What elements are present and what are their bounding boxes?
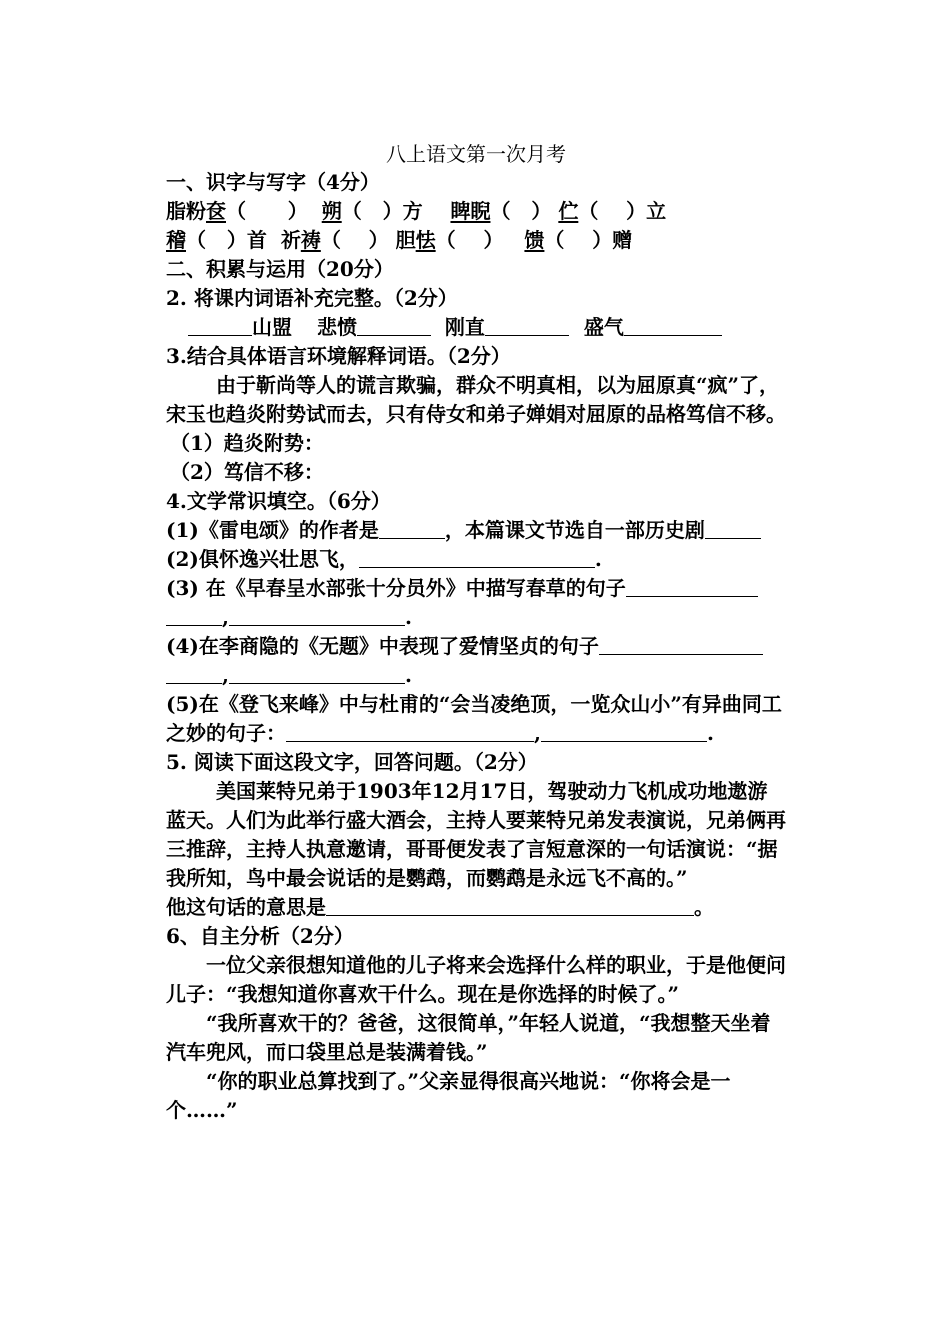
pinyin-row-2 [166,226,786,255]
answer-blank[interactable] [229,605,405,626]
answer-blank[interactable] [166,605,222,626]
word-item: 胆怯（ ） [395,228,504,252]
question-5-answer: 他这句话的意思是 。 [166,895,714,919]
answer-blank[interactable] [705,518,761,539]
answer-blank[interactable] [624,315,722,336]
answer-blank[interactable] [626,576,758,597]
word-item: 睥睨（ ） [450,199,552,223]
answer-blank[interactable] [166,663,222,684]
question-6-paragraph-2: “我所喜欢干的？爸爸，这很简单，”年轻人说道，“我想整天坐着汽车兜风，而口袋里总是装满着钱。” [166,1011,771,1064]
answer-blank[interactable] [599,634,763,655]
question-4-item-2: (2)俱怀逸兴壮思飞， . [166,547,602,571]
answer-blank[interactable] [357,315,431,336]
answer-blank[interactable] [286,721,534,742]
answer-blank[interactable] [541,721,707,742]
question-4-item-5: (5)在《登飞来峰》中与杜甫的“会当凌绝顶，一览众山小”有异曲同工之妙的句子： , . [166,692,782,745]
question-4-item-4-cont: , . [166,661,786,690]
question-5-stem: 5. 阅读下面这段文字，回答问题。（2分） [166,750,538,774]
question-4-item-4: (4)在李商隐的《无题》中表现了爱情坚贞的句子 [166,632,786,661]
question-2-items: 山盟 悲愤 刚直 盛气 [166,313,786,342]
question-3-sub-1: （1）趋炎附势： [170,431,324,455]
question-6-paragraph-3: “你的职业总算找到了。”父亲显得很高兴地说：“你将会是一个……” [166,1069,731,1122]
question-4-item-3-cont: , . [166,603,786,632]
answer-blank[interactable] [379,518,445,539]
word-item: 祈祷（ ） [280,228,389,252]
section-2-heading: 二、积累与运用（20分） [166,257,394,281]
question-4-item-3: (3) 在《早春呈水部张十分员外》中描写春草的句子 [166,574,786,603]
answer-blank[interactable] [359,547,595,568]
question-6-stem: 6、自主分析（2分） [166,924,354,948]
answer-blank[interactable] [188,315,252,336]
word-item: 稽（ ）首 [166,228,274,252]
question-3-passage: 由于靳尚等人的谎言欺骗，群众不明真相，以为屈原真“疯”了，宋玉也趋炎附势试而去，只有侍女和弟子婵娟对屈原的品格笃信不移。 [166,373,786,426]
pinyin-row-1 [166,197,786,226]
question-4-item-1: (1)《雷电颂》的作者是 ，本篇课文节选自一部历史剧 [166,516,786,545]
page-title: 八上语文第一次月考 [386,142,566,166]
question-3-stem: 3.结合具体语言环境解释词语。（2分） [166,344,511,368]
question-5-passage: 美国莱特兄弟于1903年12月17日，驾驶动力飞机成功地遨游蓝天。人们为此举行盛大酒会，主持人要莱特兄弟发表演说，兄弟俩再三推辞，主持人执意邀请，哥哥便发表了言短意深的一句话演说：“据我所知，鸟中最会说话的是鹦鹉，而鹦鹉是永远飞不高的。” [166,779,786,890]
word-item: 朔（ ）方 [321,199,423,223]
question-6-paragraph-1: 一位父亲很想知道他的儿子将来会选择什么样的职业，于是他便问儿子：“我想知道你喜欢干什么。现在是你选择的时候了。” [166,953,786,1006]
question-4-stem: 4.文学常识填空。（6分） [166,489,391,513]
word-item: 馈（ ）赠 [524,228,633,252]
answer-blank[interactable] [229,663,405,684]
exam-page [166,140,786,1125]
word-item: 脂粉奁（ ） [166,199,308,223]
word-item: 伫（ ）立 [558,199,667,223]
answer-blank[interactable] [485,315,569,336]
section-1-heading: 一、识字与写字（4分） [166,170,380,194]
answer-blank[interactable] [326,895,694,916]
question-2-stem: 2. 将课内词语补充完整。（2分） [166,286,458,310]
question-3-sub-2: （2）笃信不移： [170,460,324,484]
